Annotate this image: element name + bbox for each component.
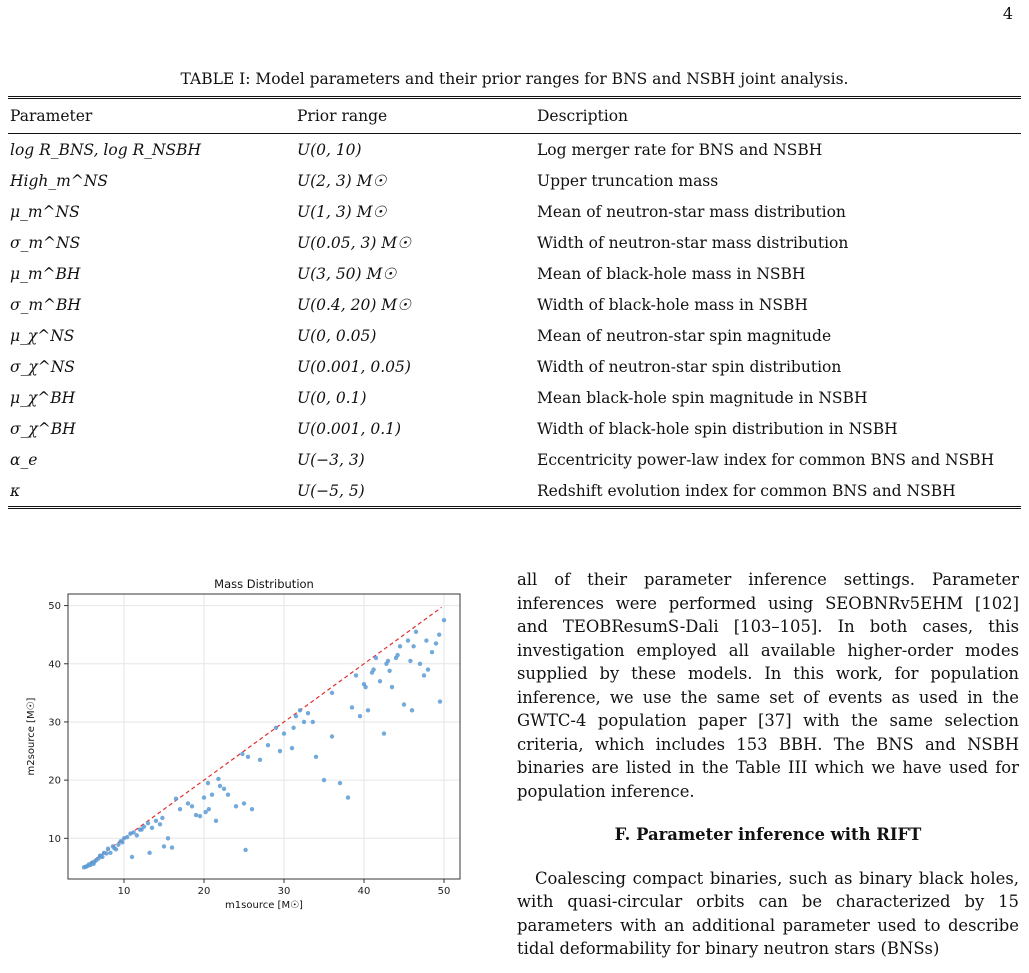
data-point (406, 638, 410, 642)
data-point (242, 801, 246, 805)
data-point (382, 731, 386, 735)
data-point (350, 705, 354, 709)
data-point (170, 845, 174, 849)
data-point (311, 720, 315, 724)
data-point (250, 807, 254, 811)
data-point (240, 752, 244, 756)
data-point (146, 821, 150, 825)
data-point (186, 801, 190, 805)
parameter-cell: σ_m^NS (10, 233, 81, 252)
data-point (218, 784, 222, 788)
parameters-table (8, 96, 1021, 509)
table-row (8, 165, 1021, 196)
data-point (246, 755, 250, 759)
prior-range-cell: U(−5, 5) (297, 481, 365, 500)
description-cell: Width of black-hole spin distribution in NSBH (537, 419, 898, 438)
data-point (430, 650, 434, 654)
description-cell: Mean black-hole spin magnitude in NSBH (537, 388, 868, 407)
section-title: F. Parameter inference with RIFT (614, 825, 922, 844)
y-tick-label: 10 (48, 833, 61, 845)
parameter-cell: High_m^NS (10, 171, 108, 190)
data-point (374, 656, 378, 660)
mass-distribution-figure (18, 572, 473, 912)
data-point (358, 714, 362, 718)
table-row (8, 289, 1021, 320)
prior-range-cell: U(1, 3) M☉ (297, 202, 387, 221)
data-point (434, 641, 438, 645)
description-cell: Mean of black-hole mass in NSBH (537, 264, 806, 283)
table-row (8, 351, 1021, 382)
data-point (139, 827, 143, 831)
description-cell: Width of neutron-star spin distribution (537, 357, 842, 376)
data-point (424, 638, 428, 642)
prior-range-cell: U(0.4, 20) M☉ (297, 295, 412, 314)
data-point (198, 814, 202, 818)
data-point (234, 804, 238, 808)
chart-title: Mass Distribution (214, 577, 314, 591)
table-row (8, 382, 1021, 413)
mass-distribution-chart (18, 572, 473, 912)
data-point (92, 859, 96, 863)
table-row (8, 258, 1021, 289)
data-point (120, 840, 124, 844)
data-point (384, 662, 388, 666)
y-axis-label: m2source [M☉] (26, 697, 37, 776)
data-point (302, 720, 306, 724)
y-tick-label: 40 (48, 659, 61, 671)
reference-line-equal-mass (84, 607, 442, 867)
data-point (158, 822, 162, 826)
table-row (8, 134, 1021, 166)
parameter-cell: μ_m^NS (10, 202, 80, 221)
table-row (8, 475, 1021, 508)
description-cell: Mean of neutron-star spin magnitude (537, 326, 832, 345)
data-point (366, 708, 370, 712)
data-point (243, 848, 247, 852)
x-axis-label: m1source [M☉] (225, 900, 303, 911)
description-cell: Eccentricity power-law index for common BNS and NSBH (537, 450, 995, 469)
prior-range-cell: U(0.05, 3) M☉ (297, 233, 412, 252)
data-point (411, 644, 415, 648)
prior-range-cell: U(0, 0.05) (297, 326, 377, 345)
x-tick-label: 50 (437, 886, 451, 897)
header-prior-range: Prior range (295, 98, 535, 134)
data-point (99, 854, 103, 858)
data-point (274, 726, 278, 730)
parameter-cell: α_e (10, 450, 38, 469)
paragraph-inference-settings: all of their parameter inference settings. Parameter inferences were performed using SEOBNRv5EHM [102] and TEOBResumS-Dali [103–105]. In both cases, this investigation employed all available higher-order modes supplied by these models. In this work, for population inference, we use the same set of events as used in the GWTC-4 population paper [37] with the same selection criteria, which includes 153 BBH. The BNS and NSBH binaries are listed in the Table III which we have used for population inference. (517, 570, 1019, 801)
data-point (130, 855, 134, 859)
data-point (398, 644, 402, 648)
parameter-cell: μ_χ^NS (10, 326, 75, 345)
table-row (8, 227, 1021, 258)
table-row (8, 413, 1021, 444)
data-point (354, 673, 358, 677)
parameter-cell: σ_χ^NS (10, 357, 75, 376)
data-point (194, 813, 198, 817)
table-header-row (8, 98, 1021, 134)
data-point (150, 826, 154, 830)
data-point (395, 653, 399, 657)
data-point (294, 714, 298, 718)
data-point (414, 630, 418, 634)
data-point (330, 734, 334, 738)
data-point (346, 795, 350, 799)
x-tick-label: 20 (197, 886, 211, 897)
body-text-column (517, 568, 1019, 961)
data-point (330, 691, 334, 695)
data-point (214, 819, 218, 823)
data-point (108, 851, 112, 855)
data-point (104, 851, 108, 855)
data-point (408, 659, 412, 663)
table-row (8, 444, 1021, 475)
data-point (178, 807, 182, 811)
data-point (135, 833, 139, 837)
data-point (322, 778, 326, 782)
data-point (210, 792, 214, 796)
table-caption: TABLE I: Model parameters and their prior ranges for BNS and NSBH joint analysis. (180, 70, 849, 88)
y-tick-label: 20 (48, 775, 61, 787)
data-point (282, 731, 286, 735)
data-point (154, 819, 158, 823)
data-point (314, 755, 318, 759)
data-point (266, 743, 270, 747)
y-tick-label: 30 (48, 717, 61, 729)
data-point (371, 667, 375, 671)
data-point (278, 749, 282, 753)
data-point (363, 685, 367, 689)
description-cell: Redshift evolution index for common BNS and NSBH (537, 481, 956, 500)
data-point (298, 708, 302, 712)
data-point (437, 633, 441, 637)
data-point (226, 792, 230, 796)
data-point (442, 618, 446, 622)
data-point (390, 685, 394, 689)
data-point (174, 797, 178, 801)
description-cell: Width of black-hole mass in NSBH (537, 295, 808, 314)
prior-range-cell: U(0, 0.1) (297, 388, 367, 407)
description-cell: Width of neutron-star mass distribution (537, 233, 849, 252)
x-tick-label: 10 (117, 886, 131, 897)
data-point (160, 816, 164, 820)
description-cell: Mean of neutron-star mass distribution (537, 202, 846, 221)
data-point (190, 804, 194, 808)
data-point (402, 702, 406, 706)
data-point (387, 669, 391, 673)
data-point (125, 835, 129, 839)
data-point (291, 726, 295, 730)
parameter-cell: σ_m^BH (10, 295, 81, 314)
prior-range-cell: U(3, 50) M☉ (297, 264, 397, 283)
parameter-cell: μ_χ^BH (10, 388, 76, 407)
prior-range-cell: U(0, 10) (297, 140, 362, 159)
table-row (8, 320, 1021, 351)
prior-range-cell: U(0.001, 0.05) (297, 357, 411, 376)
prior-range-cell: U(−3, 3) (297, 450, 365, 469)
data-point (422, 673, 426, 677)
data-point (290, 746, 294, 750)
data-point (206, 781, 210, 785)
description-cell: Log merger rate for BNS and NSBH (537, 140, 823, 159)
data-point (162, 844, 166, 848)
description-cell: Upper truncation mass (537, 171, 719, 190)
table-row (8, 196, 1021, 227)
data-point (426, 667, 430, 671)
data-point (410, 708, 414, 712)
data-point (166, 836, 170, 840)
x-tick-label: 40 (357, 886, 371, 897)
data-point (147, 851, 151, 855)
data-point (258, 758, 262, 762)
parameter-cell: μ_m^BH (10, 264, 81, 283)
parameter-cell: κ (10, 481, 21, 500)
prior-range-cell: U(2, 3) M☉ (297, 171, 387, 190)
data-point (418, 662, 422, 666)
y-tick-label: 50 (48, 601, 61, 613)
parameter-cell: σ_χ^BH (10, 419, 76, 438)
data-point (378, 679, 382, 683)
parameter-cell: log R_BNS, log R_NSBH (10, 140, 202, 159)
page-number: 4 (1002, 4, 1013, 23)
data-point (438, 699, 442, 703)
data-point (222, 787, 226, 791)
data-point (112, 846, 116, 850)
header-description: Description (535, 98, 1021, 134)
data-point (202, 795, 206, 799)
data-point (216, 777, 220, 781)
data-point (106, 847, 110, 851)
x-tick-label: 30 (277, 886, 291, 897)
header-parameter: Parameter (8, 98, 295, 134)
data-point (306, 711, 310, 715)
data-point (338, 781, 342, 785)
data-point (207, 807, 211, 811)
paragraph-coalescing-binaries: Coalescing compact binaries, such as binary black holes, with quasi-circular orbits can be characterized by 15 parameters with an additional parameter used to describe tidal deformability for binary neutron stars (BNSs) (517, 868, 1019, 958)
prior-range-cell: U(0.001, 0.1) (297, 419, 402, 438)
